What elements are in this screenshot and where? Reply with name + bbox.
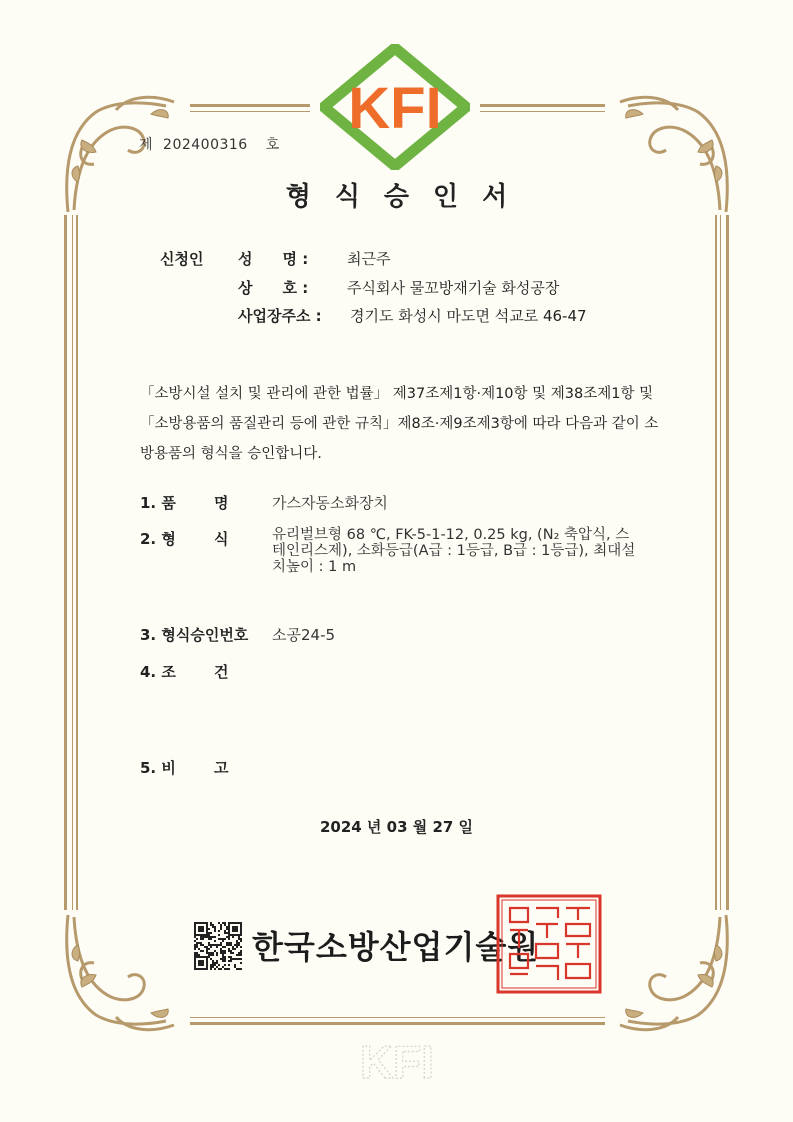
applicant-name: 최근주	[347, 250, 391, 268]
official-seal-icon	[496, 894, 602, 994]
cert-no-value: 202400316	[163, 137, 248, 153]
ornament-bottom-left-icon	[56, 905, 196, 1035]
page-title: 형식승인서	[285, 182, 532, 212]
model-line-1: 유리벌브형 68 ℃, FK-5-1-12, 0.25 kg, (N₂ 축압식, 스	[272, 527, 630, 543]
applicant-company: 주식회사 물꼬방재기술 화성공장	[347, 279, 560, 297]
product-label-b: 명	[214, 494, 229, 512]
condition-label-b: 건	[214, 663, 229, 681]
certificate-number	[139, 134, 280, 154]
product-label-a: 1. 품	[140, 494, 176, 512]
applicant-section-label: 신청인	[160, 250, 204, 268]
approval-no-value: 소공24-5	[272, 626, 336, 644]
name-label: 성 명 :	[238, 250, 309, 268]
approval-no-label: 3. 형식승인번호	[140, 626, 249, 644]
remark-label-a: 5. 비	[140, 759, 176, 777]
kfi-logo	[320, 44, 470, 170]
company-label: 상 호 :	[238, 279, 309, 297]
model-label-b: 식	[214, 530, 229, 548]
kfi-emboss-watermark	[346, 1036, 448, 1086]
model-description	[272, 527, 702, 575]
watermark-text: KFI	[359, 1036, 435, 1086]
product-name: 가스자동소화장치	[272, 494, 388, 512]
ornament-bottom-right-icon	[598, 905, 738, 1035]
logo-text: KFI	[348, 76, 442, 141]
applicant-address: 경기도 화성시 마도면 석교로 46-47	[350, 307, 587, 325]
remark-label-b: 고	[214, 759, 229, 777]
condition-label-a: 4. 조	[140, 663, 176, 681]
cert-no-prefix: 제	[139, 137, 154, 153]
model-line-2: 테인리스제), 소화등급(A급 : 1등급, B급 : 1등급), 최대설	[272, 543, 636, 559]
issue-date: 2024 년 03 월 27 일	[319, 818, 474, 836]
approval-statement: 「소방시설 설치 및 관리에 관한 법률」 제37조제1항·제10항 및 제38조제1항 및「소방용품의 품질관리 등에 관한 규칙」제8조·제9조제3항에 따라 다음과 같이 소방용품의 형식을 승인합니다.	[140, 386, 659, 462]
model-line-3: 치높이 : 1 m	[272, 559, 357, 575]
cert-no-suffix: 호	[265, 137, 280, 153]
model-label-a: 2. 형	[140, 530, 176, 548]
issuer-name: 한국소방산업기술원	[252, 928, 540, 966]
qr-code-icon	[194, 922, 242, 970]
address-label: 사업장주소 :	[238, 307, 322, 325]
